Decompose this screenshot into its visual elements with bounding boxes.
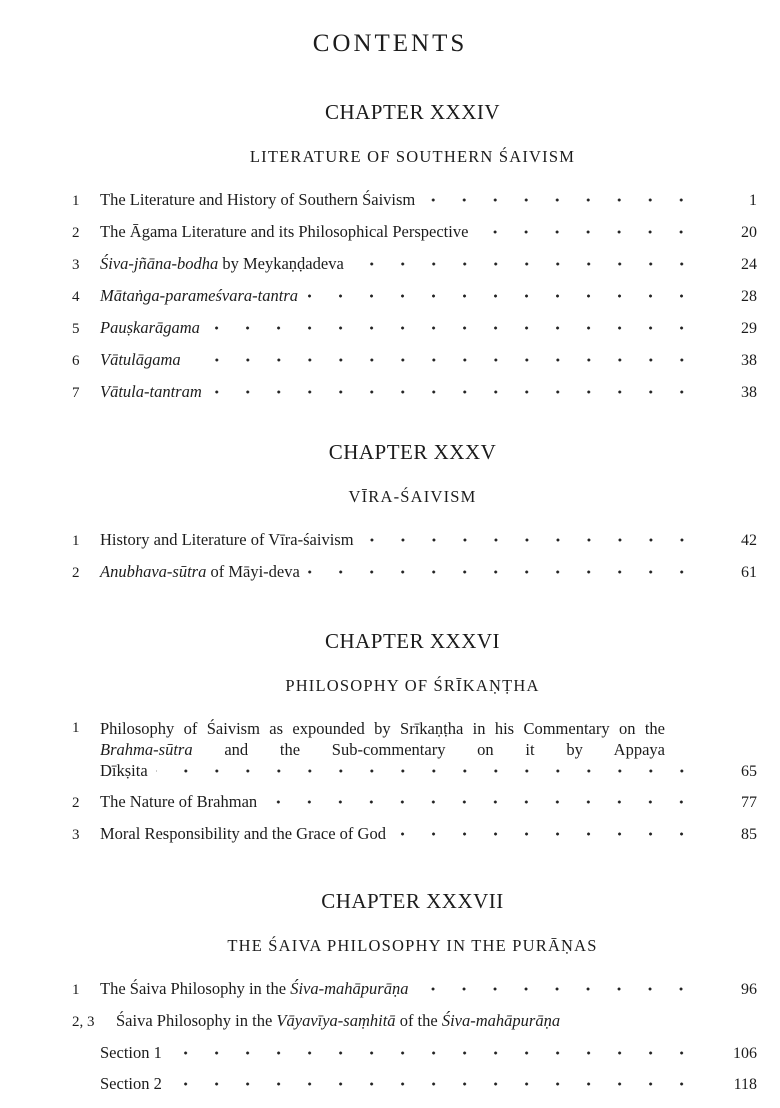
toc-entry[interactable] [68, 786, 757, 818]
page-number: 85 [741, 825, 757, 843]
italic-title-segment: Brahma-sūtra [100, 739, 193, 759]
entry-title [100, 253, 344, 274]
entry-title [100, 760, 148, 781]
dot-leader [352, 259, 697, 269]
chapter-section [68, 435, 757, 588]
toc-entry[interactable] [68, 713, 757, 786]
dot-leader [308, 567, 697, 577]
title-segment: The Āgama Literature and its Philosophical Perspective [100, 221, 469, 241]
entry-title [100, 381, 202, 402]
entry-title [100, 978, 408, 999]
title-segment: Section 1 [100, 1042, 162, 1062]
entry-number: 2 [72, 794, 80, 811]
toc-entry[interactable] [68, 376, 757, 408]
entry-title-lead [100, 718, 757, 760]
entry-title [100, 189, 415, 210]
page-number: 28 [741, 287, 757, 305]
chapter-heading: CHAPTER XXXVII [321, 889, 504, 913]
entry-number: 4 [72, 288, 80, 305]
entry-number: 3 [72, 826, 80, 843]
toc-entry[interactable] [68, 818, 757, 850]
title-segment: Section 2 [100, 1073, 162, 1093]
page-number: 1 [749, 191, 757, 209]
page-number: 29 [741, 319, 757, 337]
entry-number: 1 [72, 719, 80, 736]
entry-title [100, 561, 300, 582]
title-segment: Philosophy of Śaivism as expounded by Srīkaṇṭha in his Commentary on the [100, 718, 665, 738]
entry-number: 7 [72, 384, 80, 401]
dot-leader [306, 291, 697, 301]
page-number: 38 [741, 351, 757, 369]
page-number: 38 [741, 383, 757, 401]
page-number: 118 [733, 1075, 757, 1093]
entry-title [100, 529, 354, 550]
toc-entry[interactable] [68, 344, 757, 376]
entry-title [100, 1073, 162, 1094]
italic-title-segment: Anubhava-sūtra [100, 561, 207, 581]
title-segment: The Literature and History of Southern Śaivism [100, 189, 416, 209]
chapter-heading: CHAPTER XXXV [328, 440, 497, 464]
title-segment: of the [395, 1010, 442, 1030]
chapter-subtitle: PHILOSOPHY OF ŚRĪKAṆṬHA [285, 676, 540, 695]
entry-title [100, 791, 257, 812]
entry-title [100, 1042, 162, 1063]
entry-title [116, 1010, 560, 1031]
italic-title-segment: Śiva-mahāpurāṇa [290, 978, 409, 998]
title-segment: Dīkṣita [100, 760, 148, 780]
title-segment: The Śaiva Philosophy in the [100, 978, 291, 998]
dot-leader [394, 829, 697, 839]
entry-number: 2 [72, 564, 80, 581]
italic-title-segment: Vātula-tantram [100, 381, 202, 401]
title-segment: Moral Responsibility and the Grace of God [100, 823, 386, 843]
page-number: 77 [741, 793, 757, 811]
toc-entry[interactable] [68, 248, 757, 280]
page-number: 20 [741, 223, 757, 241]
dot-leader [210, 387, 697, 397]
dot-leader [170, 1048, 697, 1058]
page-number: 24 [741, 255, 757, 273]
title-segment: by Meykaṇḍadeva [218, 253, 344, 273]
page-number: 42 [741, 531, 757, 549]
entry-title [100, 349, 181, 370]
toc-entry[interactable] [68, 280, 757, 312]
chapter-heading: CHAPTER XXXVI [324, 629, 501, 653]
italic-title-segment: Mātaṅga-parameśvara-tantra [100, 285, 298, 305]
page-number: 65 [741, 762, 757, 780]
italic-title-segment: Vātulāgama [100, 349, 181, 369]
italic-title-segment: Śiva-jñāna-bodha [100, 253, 219, 273]
page-number: 96 [741, 980, 757, 998]
chapter-heading: CHAPTER XXXIV [324, 100, 501, 124]
toc-entry[interactable] [68, 312, 757, 344]
dot-leader [156, 766, 697, 776]
dot-leader [170, 1079, 697, 1089]
entry-number: 1 [72, 192, 80, 209]
title-segment: of Māyi-deva [206, 561, 300, 581]
chapter-section [68, 95, 757, 408]
italic-title-segment: Pauṣkarāgama [100, 317, 200, 337]
entry-title [100, 285, 298, 306]
entry-number: 3 [72, 256, 80, 273]
entry-number: 5 [72, 320, 80, 337]
entry-number: 2, 3 [72, 1013, 95, 1030]
page-number: 106 [733, 1044, 757, 1062]
title-segment: History and Literature of Vīra-śaivism [100, 529, 354, 549]
italic-title-segment: Vāyavīya-saṃhitā [276, 1010, 396, 1030]
chapter-section [68, 624, 757, 850]
entry-number: 6 [72, 352, 80, 369]
title-segment: The Nature of Brahman [100, 791, 258, 811]
chapter-subtitle: VĪRA-ŚAIVISM [348, 487, 477, 506]
toc-entry[interactable] [68, 524, 757, 556]
entry-last-line [100, 760, 757, 782]
page-number: 61 [741, 563, 757, 581]
toc-entry[interactable] [68, 184, 757, 216]
title-segment: and the Sub-commentary on it by Appaya [192, 739, 665, 759]
entry-title [100, 823, 386, 844]
dot-leader [423, 195, 697, 205]
dot-leader [416, 984, 697, 994]
toc-entry[interactable] [68, 216, 757, 248]
dot-leader [476, 227, 697, 237]
entry-number: 1 [72, 532, 80, 549]
toc-entry[interactable] [68, 1005, 757, 1037]
toc-entry[interactable] [68, 556, 757, 588]
dot-leader [189, 355, 697, 365]
entry-title [100, 221, 468, 242]
dot-leader [265, 797, 697, 807]
entry-number: 2 [72, 224, 80, 241]
title-segment: Śaiva Philosophy in the [116, 1010, 277, 1030]
entry-number: 1 [72, 981, 80, 998]
toc-entry[interactable] [68, 973, 757, 1005]
dot-leader [362, 535, 697, 545]
chapter-subtitle: LITERATURE OF SOUTHERN ŚAIVISM [249, 147, 576, 166]
chapter-section [68, 884, 757, 1099]
toc-entry[interactable] [68, 1068, 757, 1099]
entry-body [100, 718, 757, 782]
toc-entry[interactable] [68, 1037, 757, 1068]
page-title: CONTENTS [312, 30, 468, 57]
dot-leader [208, 323, 697, 333]
entry-title [100, 317, 200, 338]
italic-title-segment: Śiva-mahāpurāṇa [441, 1010, 561, 1030]
chapter-subtitle: THE ŚAIVA PHILOSOPHY IN THE PURĀṆAS [227, 936, 598, 955]
